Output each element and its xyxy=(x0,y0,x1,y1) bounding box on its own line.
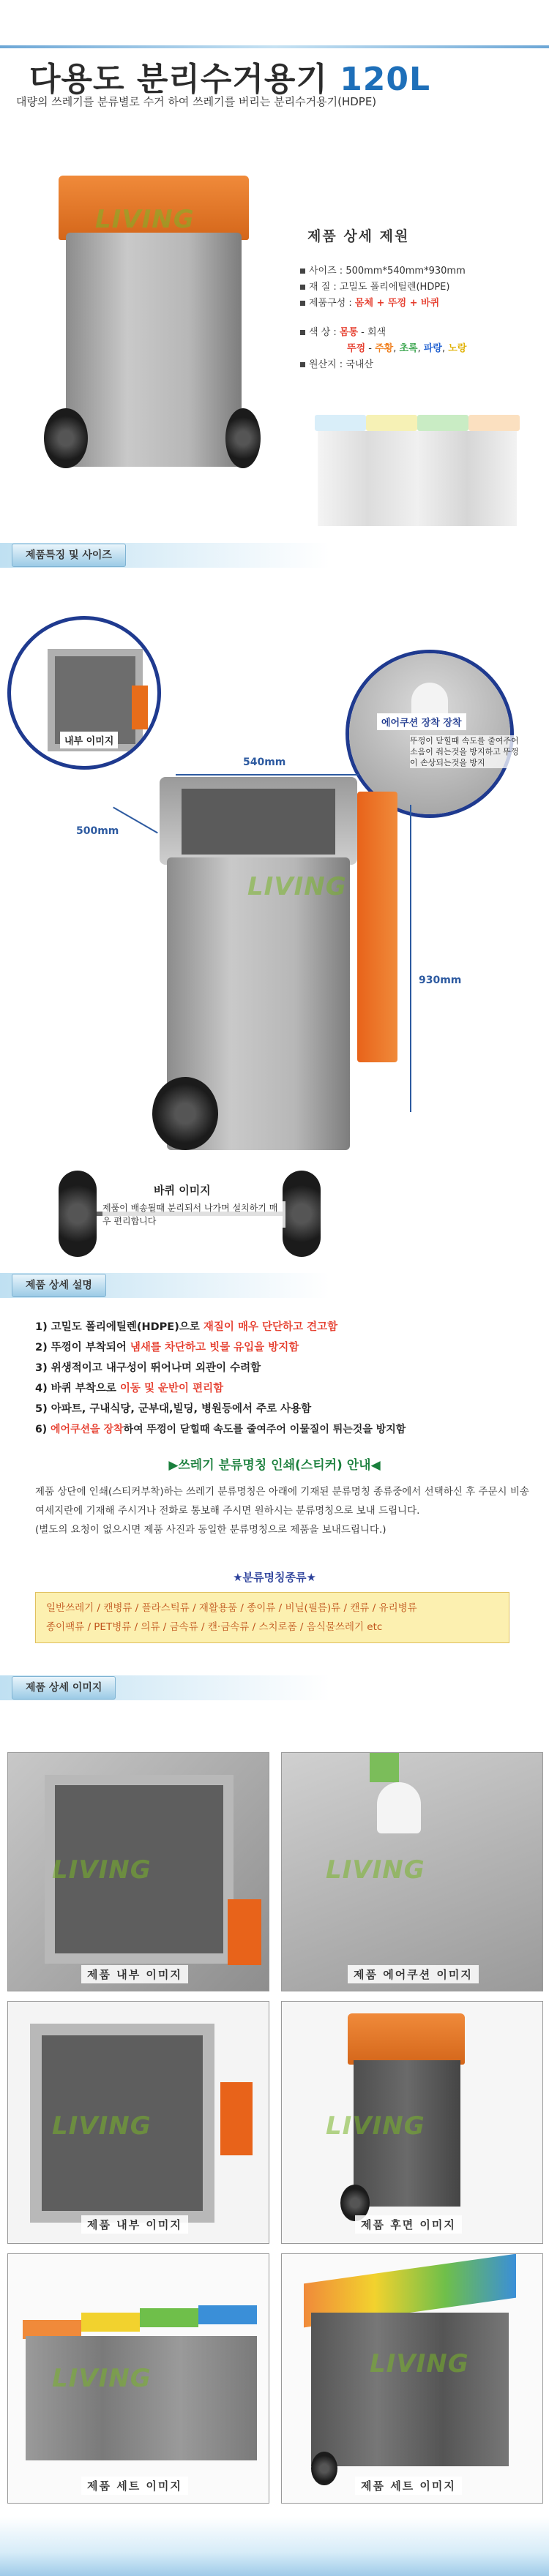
photo-watermark: LIVING xyxy=(326,2111,425,2141)
spec-origin: 원산지 : 국내산 xyxy=(300,357,542,373)
feature-item: 4) 바퀴 부착으로 이동 및 운반이 편리함 xyxy=(35,1383,224,1394)
height-arrow xyxy=(410,805,411,1112)
hero-bin-image xyxy=(44,176,264,483)
photo-damper xyxy=(281,1752,543,1991)
feature-item: 2) 뚜껑이 부착되어 냄새를 차단하고 빗물 유입을 방지함 xyxy=(35,1342,299,1353)
photo-hinge xyxy=(220,2082,253,2155)
photo-caption: 제품 세트 이미지 xyxy=(81,2477,188,2495)
photo-bin-lid xyxy=(348,2013,465,2065)
inner-image-label: 내부 이미지 xyxy=(60,732,118,748)
photo-lid-blue xyxy=(198,2305,257,2324)
inner-detail-hinge xyxy=(132,686,148,729)
photo-caption: 제품 내부 이미지 xyxy=(81,2215,188,2234)
feature-item: 1) 고밀도 폴리에틸렌(HDPE)으로 재질이 매우 단단하고 견고함 xyxy=(35,1321,338,1333)
categories-line: 일반쓰레기 / 캔병류 / 플라스틱류 / 재활용품 / 종이류 / 비닐(필름)류 / 캔류 / 유리병류 xyxy=(46,1602,417,1614)
categories-box xyxy=(35,1592,509,1643)
hero-bin-wheel xyxy=(225,408,261,468)
depth-dimension: 500mm xyxy=(76,825,119,837)
set-lid-blue xyxy=(315,415,366,431)
spec-color: 색 상 : 몸통 - 회색 xyxy=(300,325,542,341)
hero-watermark: LIVING xyxy=(95,205,195,234)
photo-bin-wheel xyxy=(311,2452,337,2485)
wheel-label: 바퀴 이미지 xyxy=(154,1184,211,1197)
photo-caption: 제품 후면 이미지 xyxy=(355,2215,462,2234)
set-lid-yellow xyxy=(366,415,417,431)
photo-set-body xyxy=(26,2336,257,2460)
photo-caption: 제품 내부 이미지 xyxy=(81,1965,188,1983)
photo-watermark: LIVING xyxy=(52,1855,152,1885)
footer-decoration xyxy=(0,2517,549,2576)
title-capacity: 120L xyxy=(340,61,431,98)
photo-inner-2 xyxy=(7,2001,269,2244)
set-bins-body xyxy=(318,431,517,526)
spec-material: 재 질 : 고밀도 폴리에틸렌(HDPE) xyxy=(300,279,542,296)
photo-lid-yellow xyxy=(81,2313,140,2332)
diagram-bin-wheel xyxy=(152,1077,218,1150)
diagram-watermark: LIVING xyxy=(247,872,347,901)
page-title xyxy=(29,53,430,99)
section-tab-description: 제품 상세 설명 xyxy=(12,1274,106,1297)
hero-bin-body xyxy=(66,233,242,467)
photo-damper-part xyxy=(377,1782,421,1833)
set-bins-image xyxy=(315,406,534,538)
section-tab-detail-images: 제품 상세 이미지 xyxy=(12,1676,116,1700)
feature-item: 6) 에어쿠션을 장착하여 뚜껑이 닫힐때 속도를 줄여주어 이물질이 튀는것을 방지함 xyxy=(35,1424,406,1435)
photo-lid-green xyxy=(140,2308,198,2327)
photo-green-lid-edge xyxy=(370,1753,399,1782)
hero-bin-wheel xyxy=(44,408,88,468)
diagram-bin-opening xyxy=(182,789,335,855)
categories-title: ★분류명칭종류★ xyxy=(233,1571,316,1584)
photo-set-2 xyxy=(281,2253,543,2504)
diagram-bin xyxy=(160,777,401,1165)
spec-lid-colors: 뚜껑 - 주황, 초록, 파랑, 노랑 xyxy=(347,343,467,354)
depth-arrow xyxy=(113,807,158,834)
damper-description: 뚜껑이 닫힐때 속도를 줄여주어 소음이 줘는것을 방지하고 뚜껑이 손상되는것을 방지 xyxy=(410,736,519,767)
header-divider xyxy=(0,45,549,48)
width-dimension: 540mm xyxy=(243,756,286,768)
height-dimension: 930mm xyxy=(419,975,462,986)
wheel-description: 제품이 배송될때 분리되서 나가며 설치하기 매우 편리합니다 xyxy=(102,1201,285,1228)
photo-watermark: LIVING xyxy=(52,2364,152,2393)
diagram-bin-lid-open xyxy=(357,792,397,1062)
set-lid-green xyxy=(417,415,468,431)
page-subtitle: 대량의 쓰레기를 분류별로 수거 하여 쓰레기를 버리는 분리수거용기(HDPE) xyxy=(16,95,377,108)
categories-line: 종이팩류 / PET병류 / 의류 / 금속류 / 캔·금속류 / 스치로폼 / 음식물쓰레기 etc xyxy=(46,1621,383,1633)
photo-hinge xyxy=(228,1899,261,1965)
feature-item: 5) 아파트, 구내식당, 군부대,빌딩, 병원등에서 주로 사용함 xyxy=(35,1403,312,1415)
sticker-paragraph xyxy=(35,1482,533,1539)
title-text: 다용도 분리수거용기 xyxy=(29,61,328,98)
feature-item: 3) 위생적이고 내구성이 뛰어나며 외관이 수려함 xyxy=(35,1362,261,1374)
spec-composition: 제품구성 : 몸체 + 뚜껑 + 바퀴 xyxy=(300,296,542,312)
spec-list xyxy=(300,263,542,373)
spec-title: 제품 상세 제원 xyxy=(307,228,410,244)
photo-watermark: LIVING xyxy=(52,2111,152,2141)
sticker-heading: ▶쓰레기 분류명칭 인쇄(스티커) 안내◀ xyxy=(168,1458,381,1473)
section-tab-features: 제품특징 및 사이즈 xyxy=(12,544,126,567)
axle-wheel-right xyxy=(283,1171,321,1257)
photo-set-body xyxy=(311,2313,509,2466)
sticker-paragraph-2: (별도의 요청이 없으시면 제품 사진과 동일한 분류명칭으로 제품을 보내드립니다.) xyxy=(35,1524,386,1536)
set-lid-orange xyxy=(468,415,520,431)
spec-size: 사이즈 : 500mm*540mm*930mm xyxy=(300,263,542,279)
photo-caption: 제품 에어쿠션 이미지 xyxy=(348,1965,479,1983)
feature-list xyxy=(35,1317,533,1440)
axle-wheel-left xyxy=(59,1171,97,1257)
width-arrow xyxy=(176,774,359,776)
photo-back xyxy=(281,2001,543,2244)
photo-set-1 xyxy=(7,2253,269,2504)
photo-watermark: LIVING xyxy=(326,1855,425,1885)
photo-inner-1 xyxy=(7,1752,269,1991)
photo-watermark: LIVING xyxy=(370,2349,469,2378)
photo-caption: 제품 세트 이미지 xyxy=(355,2477,462,2495)
damper-label: 에어쿠션 장착 장착 xyxy=(377,713,466,730)
sticker-paragraph-1: 제품 상단에 인쇄(스티커부착)하는 쓰레기 분류명칭은 아래에 기재된 분류명칭 종류중에서 선택하신 후 주문시 비송여세지란에 기재해 주시거나 전화로 통보해 주시면 원하시는 분류명칭으로 보내 드립니다. xyxy=(35,1486,529,1517)
